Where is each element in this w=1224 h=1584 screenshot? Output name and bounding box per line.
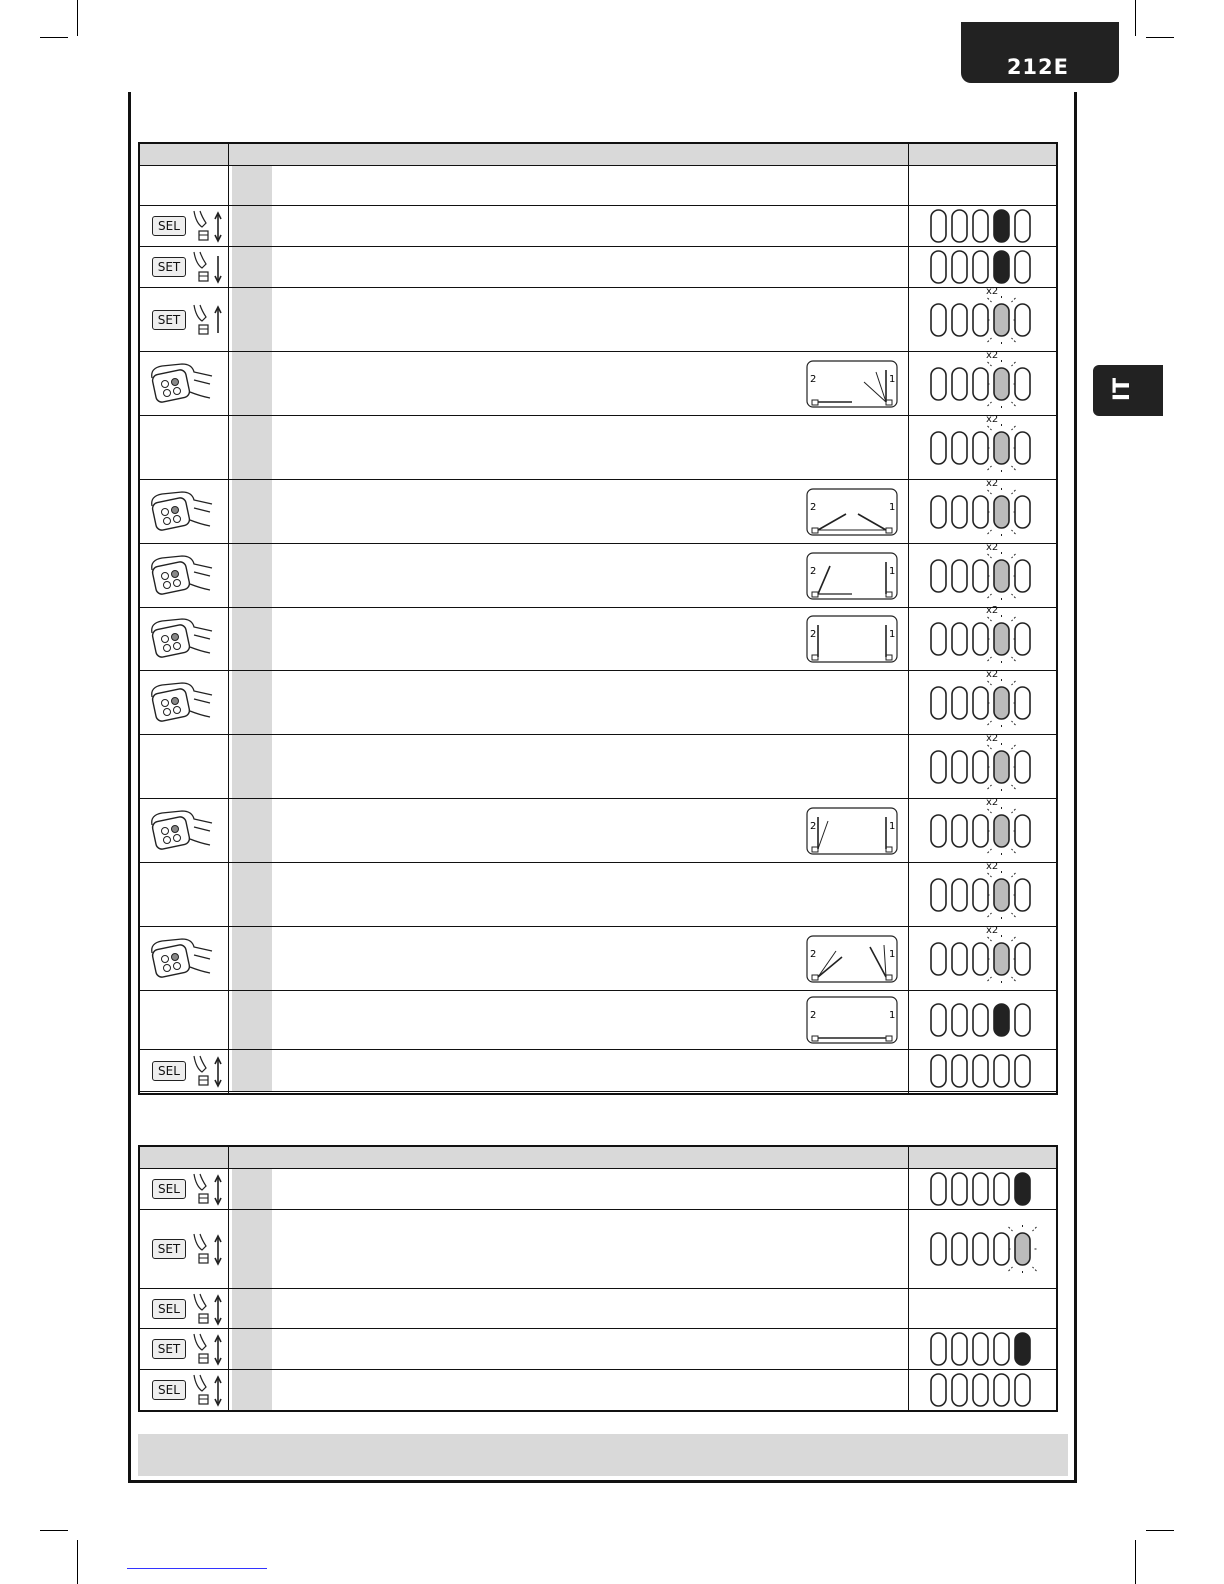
sel-button: SEL [152,1061,186,1081]
led-indicator [928,476,1038,548]
led [973,368,988,400]
table-row [140,924,1056,991]
remote-control-icon [148,677,216,729]
svg-text:2: 2 [810,373,817,385]
blink-count-label: x2 [986,349,999,361]
gate-diagram [806,488,898,536]
page-frame-right [1074,92,1077,1483]
step-cell [232,352,272,415]
table-row [140,247,1056,288]
column-divider [228,144,229,1093]
svg-text:2: 2 [810,501,817,513]
led [931,560,946,592]
set-button: SET [152,1239,186,1259]
sel-button: SEL [152,1179,186,1199]
finger-icon-wrap [190,1332,226,1370]
gate-diagram [806,552,898,600]
table-row [140,991,1056,1050]
led [1015,496,1030,528]
led [1015,251,1030,283]
language-label: IT [1110,377,1136,402]
gate-diagram-wrap [806,996,898,1048]
table-row [140,1050,1056,1092]
remote-control-icon [148,613,216,665]
remote-control-icon [148,550,216,602]
finger-icon [190,209,226,243]
led [952,751,967,783]
table-row [140,796,1056,863]
svg-text:2: 2 [810,565,817,577]
reset-procedure-table [138,1145,1058,1412]
led [931,1173,946,1205]
led [973,560,988,592]
led [973,687,988,719]
step-cell [232,288,272,351]
led [973,623,988,655]
led [994,1374,1009,1406]
led [952,432,967,464]
led-indicator [928,859,1038,931]
gate-diagram [806,996,898,1044]
language-tab [1093,365,1163,416]
led [994,251,1009,283]
remote-icon-wrap [148,677,216,733]
led-indicator [928,540,1038,612]
led [1015,304,1030,336]
led [973,1233,988,1265]
step-cell [232,544,272,607]
led [931,251,946,283]
led [994,496,1009,528]
crop-mark [40,1530,68,1531]
led [952,1374,967,1406]
gate-diagram-wrap [806,615,898,667]
led [994,815,1009,847]
led [1015,1004,1030,1036]
led [994,1233,1009,1265]
led [973,1173,988,1205]
step-cell [232,735,272,798]
led [994,943,1009,975]
led-indicator [928,1213,1038,1285]
led [1015,751,1030,783]
column-divider [908,1147,909,1410]
led [1015,879,1030,911]
page-frame-bottom [128,1480,1077,1483]
led [1015,815,1030,847]
gate-diagram [806,935,898,983]
svg-text:2: 2 [810,820,817,832]
led [952,879,967,911]
led-indicator [928,412,1038,484]
remote-icon-wrap [148,933,216,989]
led [952,815,967,847]
svg-text:1: 1 [889,629,896,640]
step-cell [232,1370,272,1410]
led [973,943,988,975]
led [994,304,1009,336]
step-cell [232,863,272,926]
gate-diagram-wrap [806,935,898,987]
finger-icon [190,250,226,284]
table-header [140,1147,1056,1169]
led [1015,368,1030,400]
crop-mark [40,37,68,38]
led [1015,1055,1030,1087]
led-indicator [928,603,1038,675]
step-cell [232,608,272,670]
finger-icon [190,1373,226,1407]
step-cell [232,1210,272,1288]
blink-count-label: x2 [986,413,999,425]
finger-icon-wrap [190,250,226,288]
step-cell [232,671,272,734]
note-box [138,1434,1068,1476]
led [994,368,1009,400]
led [973,251,988,283]
led-indicator-wrap [928,1035,1038,1111]
led [994,879,1009,911]
blink-count-label: x2 [986,732,999,744]
table-row [140,413,1056,480]
svg-text:2: 2 [810,948,817,960]
finger-icon-wrap [190,303,226,341]
table-row [140,732,1056,799]
crop-mark [1146,1530,1174,1531]
step-cell [232,1329,272,1369]
footer-link[interactable] [127,1568,267,1569]
finger-icon-wrap [190,1232,226,1270]
led [931,879,946,911]
table-row [140,1210,1056,1289]
svg-text:2: 2 [810,1010,817,1021]
led [931,432,946,464]
gate-diagram [806,807,898,855]
led-indicator [928,795,1038,867]
step-cell [232,1169,272,1209]
finger-icon-wrap [190,1054,226,1092]
led [973,879,988,911]
led-indicator [928,1035,1038,1107]
led-indicator [928,731,1038,803]
remote-control-icon [148,933,216,985]
finger-icon [190,1332,226,1366]
step-cell [232,416,272,479]
led [952,1173,967,1205]
remote-icon-wrap [148,613,216,669]
led [952,496,967,528]
step-cell [232,1050,272,1091]
led [952,1055,967,1087]
led [994,687,1009,719]
led [931,368,946,400]
finger-icon [190,1292,226,1326]
led [931,1374,946,1406]
led [1015,623,1030,655]
led [931,1055,946,1087]
led [1015,432,1030,464]
step-cell [232,166,272,205]
led [1015,560,1030,592]
crop-mark [1135,1540,1136,1584]
crop-mark [77,1540,78,1584]
gate-diagram-wrap [806,807,898,859]
led-indicator [928,1354,1038,1426]
table-row [140,1370,1056,1411]
set-button: SET [152,257,186,277]
led [931,751,946,783]
blink-count-label: x2 [986,860,999,872]
step-cell [232,247,272,287]
led [973,1374,988,1406]
finger-icon-wrap [190,1373,226,1411]
table-row [140,349,1056,416]
remote-icon-wrap [148,358,216,414]
column-divider [228,1147,229,1410]
gate-diagram-wrap [806,552,898,604]
column-divider [908,144,909,1093]
table-header [140,144,1056,166]
finger-icon [190,1232,226,1266]
model-tab [961,22,1119,83]
table-row [140,605,1056,671]
finger-icon [190,1172,226,1206]
led [994,751,1009,783]
led [994,1173,1009,1205]
led [1015,1173,1030,1205]
led [973,751,988,783]
set-button: SET [152,1339,186,1359]
led [952,1233,967,1265]
sel-button: SEL [152,216,186,236]
svg-text:2: 2 [810,629,817,640]
table-row [140,1329,1056,1370]
model-label: 212E [1006,55,1069,79]
learning-procedure-table [138,142,1058,1095]
step-cell [232,1289,272,1328]
table-row [140,541,1056,608]
sel-button: SEL [152,1380,186,1400]
svg-text:1: 1 [889,373,896,385]
led [931,623,946,655]
led [973,1055,988,1087]
led [952,943,967,975]
led [994,560,1009,592]
led [931,496,946,528]
remote-icon-wrap [148,805,216,861]
led [952,304,967,336]
led [952,1004,967,1036]
blink-count-label: x2 [986,924,999,936]
remote-control-icon [148,358,216,410]
led [1015,1374,1030,1406]
led [952,687,967,719]
table-row [140,1289,1056,1329]
remote-control-icon [148,805,216,857]
finger-icon-wrap [190,209,226,247]
led [1015,1233,1030,1265]
remote-control-icon [148,486,216,538]
blink-count-label: x2 [986,605,999,616]
led-indicator [928,667,1038,739]
crop-mark [77,0,78,36]
finger-icon-wrap [190,1172,226,1210]
led [1015,687,1030,719]
blink-count-label: x2 [986,477,999,489]
crop-mark [1146,37,1174,38]
svg-text:1: 1 [889,565,896,577]
sel-button: SEL [152,1299,186,1319]
table-row [140,477,1056,544]
set-button: SET [152,310,186,330]
finger-icon [190,303,226,337]
led [973,304,988,336]
led [952,251,967,283]
table-row [140,206,1056,247]
table-row [140,668,1056,735]
gate-diagram [806,615,898,663]
table-row [140,860,1056,927]
led [931,815,946,847]
blink-count-label: x2 [986,541,999,553]
gate-diagram-wrap [806,488,898,540]
led [994,1004,1009,1036]
table-row [140,1169,1056,1210]
blink-count-label: x2 [986,796,999,808]
svg-text:1: 1 [889,820,896,832]
led-indicator [928,284,1038,356]
gate-diagram-wrap [806,360,898,412]
led [1015,943,1030,975]
led-indicator-wrap [928,1213,1038,1289]
step-cell [232,206,272,246]
remote-icon-wrap [148,486,216,542]
svg-text:1: 1 [889,1010,896,1021]
table-row [140,166,1056,206]
crop-mark [1135,0,1136,36]
led [931,1233,946,1265]
remote-icon-wrap [148,550,216,606]
gate-diagram [806,360,898,408]
led [973,496,988,528]
svg-text:1: 1 [889,948,896,960]
led [931,687,946,719]
table-row [140,285,1056,352]
step-cell [232,991,272,1049]
led-indicator-wrap [928,1354,1038,1430]
led [931,304,946,336]
led [994,623,1009,655]
led [973,815,988,847]
finger-icon [190,1054,226,1088]
page-frame-left [128,92,131,1483]
blink-count-label: x2 [986,285,999,297]
led [931,1004,946,1036]
led [994,1055,1009,1087]
blink-count-label: x2 [986,668,999,680]
finger-icon-wrap [190,1292,226,1330]
led [952,623,967,655]
led [952,560,967,592]
svg-text:1: 1 [889,501,896,513]
led-indicator [928,348,1038,420]
led [931,943,946,975]
led [973,1004,988,1036]
led [952,368,967,400]
led [973,432,988,464]
led [994,432,1009,464]
step-cell [232,480,272,543]
step-cell [232,799,272,862]
step-cell [232,927,272,990]
